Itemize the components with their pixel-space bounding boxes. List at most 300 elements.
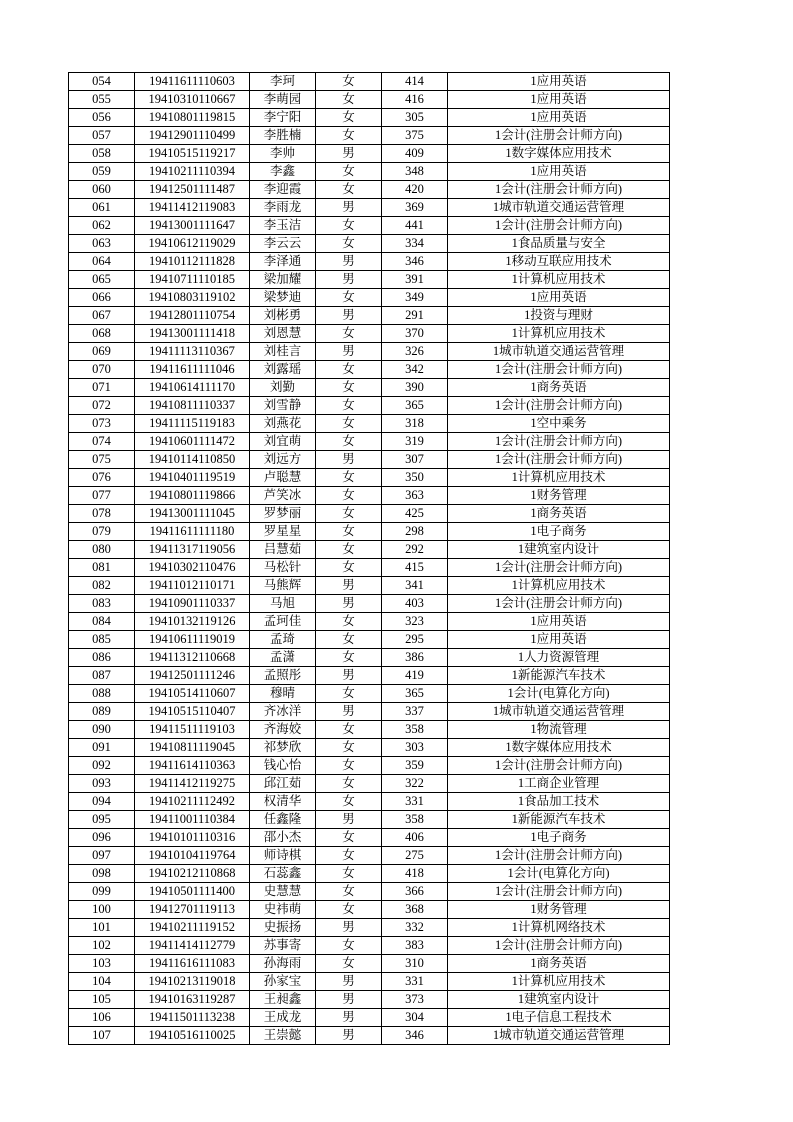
row-number-cell: 063 [69, 235, 135, 253]
gender-cell: 女 [316, 955, 382, 973]
score-cell: 383 [382, 937, 448, 955]
score-cell: 337 [382, 703, 448, 721]
student-name-cell: 马旭 [250, 595, 316, 613]
roster-body [69, 73, 670, 1045]
gender-cell: 女 [316, 91, 382, 109]
exam-id-cell: 19412501111246 [135, 667, 250, 685]
row-number-cell: 055 [69, 91, 135, 109]
score-cell: 365 [382, 397, 448, 415]
score-cell: 441 [382, 217, 448, 235]
major-cell: 1电子商务 [448, 523, 670, 541]
row-number-cell: 089 [69, 703, 135, 721]
score-cell: 319 [382, 433, 448, 451]
exam-id-cell: 19411312110668 [135, 649, 250, 667]
gender-cell: 男 [316, 991, 382, 1009]
score-cell: 425 [382, 505, 448, 523]
table-row [69, 361, 670, 379]
gender-cell: 男 [316, 667, 382, 685]
row-number-cell: 058 [69, 145, 135, 163]
table-row [69, 415, 670, 433]
major-cell: 1计算机应用技术 [448, 469, 670, 487]
score-cell: 275 [382, 847, 448, 865]
score-cell: 403 [382, 595, 448, 613]
score-cell: 295 [382, 631, 448, 649]
exam-id-cell: 19410514110607 [135, 685, 250, 703]
exam-id-cell: 19411611111046 [135, 361, 250, 379]
student-name-cell: 刘宜萌 [250, 433, 316, 451]
row-number-cell: 060 [69, 181, 135, 199]
major-cell: 1会计(注册会计师方向) [448, 361, 670, 379]
gender-cell: 女 [316, 883, 382, 901]
score-cell: 349 [382, 289, 448, 307]
major-cell: 1新能源汽车技术 [448, 811, 670, 829]
exam-id-cell: 19411614110363 [135, 757, 250, 775]
table-row [69, 145, 670, 163]
major-cell: 1会计(注册会计师方向) [448, 181, 670, 199]
student-name-cell: 孟琦 [250, 631, 316, 649]
row-number-cell: 073 [69, 415, 135, 433]
exam-id-cell: 19410501111400 [135, 883, 250, 901]
score-cell: 370 [382, 325, 448, 343]
student-name-cell: 李宁阳 [250, 109, 316, 127]
student-name-cell: 刘勤 [250, 379, 316, 397]
score-cell: 348 [382, 163, 448, 181]
student-name-cell: 任鑫隆 [250, 811, 316, 829]
table-row [69, 703, 670, 721]
student-name-cell: 李迎霞 [250, 181, 316, 199]
score-cell: 409 [382, 145, 448, 163]
score-cell: 323 [382, 613, 448, 631]
score-cell: 310 [382, 955, 448, 973]
exam-id-cell: 19411611110603 [135, 73, 250, 91]
student-name-cell: 李胜楠 [250, 127, 316, 145]
table-row [69, 451, 670, 469]
row-number-cell: 088 [69, 685, 135, 703]
score-cell: 358 [382, 811, 448, 829]
major-cell: 1数字媒体应用技术 [448, 739, 670, 757]
row-number-cell: 103 [69, 955, 135, 973]
table-row [69, 793, 670, 811]
exam-id-cell: 19411501113238 [135, 1009, 250, 1027]
gender-cell: 男 [316, 451, 382, 469]
table-row [69, 487, 670, 505]
row-number-cell: 068 [69, 325, 135, 343]
exam-id-cell: 19411115119183 [135, 415, 250, 433]
row-number-cell: 097 [69, 847, 135, 865]
row-number-cell: 086 [69, 649, 135, 667]
exam-id-cell: 19410614111170 [135, 379, 250, 397]
exam-id-cell: 19411001110384 [135, 811, 250, 829]
student-name-cell: 刘桂言 [250, 343, 316, 361]
row-number-cell: 062 [69, 217, 135, 235]
table-row [69, 829, 670, 847]
row-number-cell: 056 [69, 109, 135, 127]
table-row [69, 397, 670, 415]
major-cell: 1应用英语 [448, 289, 670, 307]
table-row [69, 973, 670, 991]
student-name-cell: 石蕊鑫 [250, 865, 316, 883]
gender-cell: 女 [316, 361, 382, 379]
exam-id-cell: 19413001111418 [135, 325, 250, 343]
gender-cell: 男 [316, 271, 382, 289]
student-name-cell: 马熊辉 [250, 577, 316, 595]
major-cell: 1会计(电算化方向) [448, 685, 670, 703]
exam-id-cell: 19410601111472 [135, 433, 250, 451]
row-number-cell: 059 [69, 163, 135, 181]
exam-id-cell: 19411113110367 [135, 343, 250, 361]
table-row [69, 181, 670, 199]
row-number-cell: 084 [69, 613, 135, 631]
student-name-cell: 穆晴 [250, 685, 316, 703]
exam-id-cell: 19410163119287 [135, 991, 250, 1009]
exam-id-cell: 19410401119519 [135, 469, 250, 487]
row-number-cell: 091 [69, 739, 135, 757]
major-cell: 1计算机应用技术 [448, 973, 670, 991]
score-cell: 359 [382, 757, 448, 775]
major-cell: 1应用英语 [448, 109, 670, 127]
table-row [69, 127, 670, 145]
student-name-cell: 刘燕花 [250, 415, 316, 433]
major-cell: 1建筑室内设计 [448, 991, 670, 1009]
major-cell: 1建筑室内设计 [448, 541, 670, 559]
major-cell: 1会计(注册会计师方向) [448, 847, 670, 865]
gender-cell: 女 [316, 505, 382, 523]
table-row [69, 577, 670, 595]
row-number-cell: 067 [69, 307, 135, 325]
table-row [69, 163, 670, 181]
score-cell: 291 [382, 307, 448, 325]
major-cell: 1会计(注册会计师方向) [448, 595, 670, 613]
row-number-cell: 090 [69, 721, 135, 739]
table-row [69, 631, 670, 649]
major-cell: 1食品加工技术 [448, 793, 670, 811]
student-name-cell: 王昶鑫 [250, 991, 316, 1009]
student-name-cell: 李萌园 [250, 91, 316, 109]
row-number-cell: 099 [69, 883, 135, 901]
gender-cell: 女 [316, 757, 382, 775]
exam-id-cell: 19410811119045 [135, 739, 250, 757]
gender-cell: 女 [316, 541, 382, 559]
exam-id-cell: 19412801110754 [135, 307, 250, 325]
table-row [69, 811, 670, 829]
gender-cell: 女 [316, 937, 382, 955]
table-row [69, 847, 670, 865]
row-number-cell: 078 [69, 505, 135, 523]
gender-cell: 女 [316, 397, 382, 415]
table-row [69, 883, 670, 901]
score-cell: 341 [382, 577, 448, 595]
score-cell: 292 [382, 541, 448, 559]
student-name-cell: 邱江茹 [250, 775, 316, 793]
row-number-cell: 101 [69, 919, 135, 937]
exam-id-cell: 19410310110667 [135, 91, 250, 109]
exam-id-cell: 19410811110337 [135, 397, 250, 415]
gender-cell: 女 [316, 415, 382, 433]
student-name-cell: 祁梦欣 [250, 739, 316, 757]
major-cell: 1城市轨道交通运营管理 [448, 343, 670, 361]
major-cell: 1应用英语 [448, 163, 670, 181]
score-cell: 419 [382, 667, 448, 685]
exam-id-cell: 19410516110025 [135, 1027, 250, 1045]
table-row [69, 91, 670, 109]
major-cell: 1城市轨道交通运营管理 [448, 1027, 670, 1045]
table-row [69, 325, 670, 343]
score-cell: 369 [382, 199, 448, 217]
exam-id-cell: 19410211110394 [135, 163, 250, 181]
exam-id-cell: 19410515110407 [135, 703, 250, 721]
row-number-cell: 065 [69, 271, 135, 289]
table-row [69, 109, 670, 127]
row-number-cell: 100 [69, 901, 135, 919]
exam-id-cell: 19410212110868 [135, 865, 250, 883]
gender-cell: 女 [316, 127, 382, 145]
gender-cell: 男 [316, 811, 382, 829]
score-cell: 366 [382, 883, 448, 901]
major-cell: 1城市轨道交通运营管理 [448, 199, 670, 217]
exam-id-cell: 19411511119103 [135, 721, 250, 739]
student-name-cell: 卢聪慧 [250, 469, 316, 487]
row-number-cell: 064 [69, 253, 135, 271]
major-cell: 1商务英语 [448, 955, 670, 973]
student-name-cell: 齐海姣 [250, 721, 316, 739]
table-row [69, 199, 670, 217]
student-name-cell: 李鑫 [250, 163, 316, 181]
table-row [69, 991, 670, 1009]
exam-id-cell: 19413001111647 [135, 217, 250, 235]
student-name-cell: 孙海雨 [250, 955, 316, 973]
score-cell: 391 [382, 271, 448, 289]
student-name-cell: 孙家宝 [250, 973, 316, 991]
exam-id-cell: 19410211112492 [135, 793, 250, 811]
student-name-cell: 李玉洁 [250, 217, 316, 235]
exam-id-cell: 19413001111045 [135, 505, 250, 523]
row-number-cell: 081 [69, 559, 135, 577]
student-name-cell: 罗星星 [250, 523, 316, 541]
exam-id-cell: 19410801119866 [135, 487, 250, 505]
gender-cell: 男 [316, 703, 382, 721]
table-row [69, 721, 670, 739]
student-name-cell: 史振扬 [250, 919, 316, 937]
major-cell: 1电子商务 [448, 829, 670, 847]
major-cell: 1投资与理财 [448, 307, 670, 325]
row-number-cell: 093 [69, 775, 135, 793]
major-cell: 1财务管理 [448, 901, 670, 919]
student-name-cell: 史慧慧 [250, 883, 316, 901]
table-row [69, 739, 670, 757]
major-cell: 1新能源汽车技术 [448, 667, 670, 685]
score-cell: 305 [382, 109, 448, 127]
student-name-cell: 孟潇 [250, 649, 316, 667]
score-cell: 326 [382, 343, 448, 361]
exam-id-cell: 19410112111828 [135, 253, 250, 271]
student-name-cell: 李雨龙 [250, 199, 316, 217]
row-number-cell: 094 [69, 793, 135, 811]
score-cell: 386 [382, 649, 448, 667]
major-cell: 1会计(注册会计师方向) [448, 433, 670, 451]
row-number-cell: 098 [69, 865, 135, 883]
row-number-cell: 085 [69, 631, 135, 649]
major-cell: 1食品质量与安全 [448, 235, 670, 253]
student-name-cell: 史祎萌 [250, 901, 316, 919]
row-number-cell: 082 [69, 577, 135, 595]
exam-id-cell: 19410114110850 [135, 451, 250, 469]
student-name-cell: 邵小杰 [250, 829, 316, 847]
exam-id-cell: 19410101110316 [135, 829, 250, 847]
score-cell: 350 [382, 469, 448, 487]
row-number-cell: 054 [69, 73, 135, 91]
exam-id-cell: 19411317119056 [135, 541, 250, 559]
student-name-cell: 李帅 [250, 145, 316, 163]
student-name-cell: 权清华 [250, 793, 316, 811]
student-name-cell: 罗梦丽 [250, 505, 316, 523]
table-row [69, 775, 670, 793]
exam-id-cell: 19411412119083 [135, 199, 250, 217]
score-cell: 342 [382, 361, 448, 379]
gender-cell: 女 [316, 523, 382, 541]
row-number-cell: 066 [69, 289, 135, 307]
gender-cell: 女 [316, 109, 382, 127]
row-number-cell: 069 [69, 343, 135, 361]
major-cell: 1计算机应用技术 [448, 271, 670, 289]
table-row [69, 685, 670, 703]
row-number-cell: 070 [69, 361, 135, 379]
score-cell: 416 [382, 91, 448, 109]
gender-cell: 男 [316, 199, 382, 217]
gender-cell: 男 [316, 1027, 382, 1045]
gender-cell: 男 [316, 919, 382, 937]
row-number-cell: 077 [69, 487, 135, 505]
exam-id-cell: 19410104119764 [135, 847, 250, 865]
student-name-cell: 孟照彤 [250, 667, 316, 685]
gender-cell: 男 [316, 307, 382, 325]
major-cell: 1会计(注册会计师方向) [448, 559, 670, 577]
exam-id-cell: 19412501111487 [135, 181, 250, 199]
table-row [69, 667, 670, 685]
exam-id-cell: 19410612119029 [135, 235, 250, 253]
table-row [69, 757, 670, 775]
score-cell: 346 [382, 1027, 448, 1045]
gender-cell: 女 [316, 739, 382, 757]
gender-cell: 男 [316, 595, 382, 613]
row-number-cell: 105 [69, 991, 135, 1009]
student-name-cell: 苏事寄 [250, 937, 316, 955]
row-number-cell: 074 [69, 433, 135, 451]
gender-cell: 女 [316, 325, 382, 343]
score-cell: 373 [382, 991, 448, 1009]
exam-id-cell: 19410803119102 [135, 289, 250, 307]
student-name-cell: 梁加耀 [250, 271, 316, 289]
table-row [69, 613, 670, 631]
row-number-cell: 079 [69, 523, 135, 541]
student-name-cell: 李泽通 [250, 253, 316, 271]
table-row [69, 73, 670, 91]
student-name-cell: 梁梦迪 [250, 289, 316, 307]
score-cell: 322 [382, 775, 448, 793]
major-cell: 1商务英语 [448, 379, 670, 397]
score-cell: 390 [382, 379, 448, 397]
major-cell: 1数字媒体应用技术 [448, 145, 670, 163]
row-number-cell: 076 [69, 469, 135, 487]
gender-cell: 女 [316, 379, 382, 397]
table-row [69, 559, 670, 577]
score-cell: 363 [382, 487, 448, 505]
student-name-cell: 师诗棋 [250, 847, 316, 865]
major-cell: 1应用英语 [448, 73, 670, 91]
score-cell: 368 [382, 901, 448, 919]
score-cell: 334 [382, 235, 448, 253]
exam-id-cell: 19410801119815 [135, 109, 250, 127]
major-cell: 1会计(注册会计师方向) [448, 217, 670, 235]
table-row [69, 469, 670, 487]
major-cell: 1工商企业管理 [448, 775, 670, 793]
gender-cell: 女 [316, 559, 382, 577]
table-row [69, 1009, 670, 1027]
exam-id-cell: 19410611119019 [135, 631, 250, 649]
table-row [69, 433, 670, 451]
student-name-cell: 王崇懿 [250, 1027, 316, 1045]
gender-cell: 女 [316, 901, 382, 919]
gender-cell: 女 [316, 289, 382, 307]
student-name-cell: 钱心怡 [250, 757, 316, 775]
score-cell: 420 [382, 181, 448, 199]
row-number-cell: 087 [69, 667, 135, 685]
gender-cell: 女 [316, 433, 382, 451]
exam-id-cell: 19410211119152 [135, 919, 250, 937]
exam-id-cell: 19411414112779 [135, 937, 250, 955]
gender-cell: 女 [316, 649, 382, 667]
student-name-cell: 孟珂佳 [250, 613, 316, 631]
score-cell: 304 [382, 1009, 448, 1027]
table-row [69, 541, 670, 559]
gender-cell: 女 [316, 163, 382, 181]
table-row [69, 955, 670, 973]
exam-id-cell: 19410213119018 [135, 973, 250, 991]
row-number-cell: 057 [69, 127, 135, 145]
gender-cell: 女 [316, 829, 382, 847]
exam-id-cell: 19412901110499 [135, 127, 250, 145]
table-row [69, 271, 670, 289]
row-number-cell: 096 [69, 829, 135, 847]
major-cell: 1会计(注册会计师方向) [448, 397, 670, 415]
gender-cell: 女 [316, 217, 382, 235]
exam-id-cell: 19411012110171 [135, 577, 250, 595]
score-cell: 298 [382, 523, 448, 541]
major-cell: 1计算机应用技术 [448, 325, 670, 343]
score-cell: 307 [382, 451, 448, 469]
exam-id-cell: 19411616111083 [135, 955, 250, 973]
student-name-cell: 刘彬勇 [250, 307, 316, 325]
gender-cell: 男 [316, 1009, 382, 1027]
gender-cell: 女 [316, 775, 382, 793]
table-row [69, 919, 670, 937]
gender-cell: 女 [316, 73, 382, 91]
table-row [69, 595, 670, 613]
row-number-cell: 080 [69, 541, 135, 559]
table-row [69, 253, 670, 271]
gender-cell: 女 [316, 469, 382, 487]
score-cell: 415 [382, 559, 448, 577]
major-cell: 1城市轨道交通运营管理 [448, 703, 670, 721]
table-row [69, 307, 670, 325]
exam-id-cell: 19410711110185 [135, 271, 250, 289]
score-cell: 318 [382, 415, 448, 433]
row-number-cell: 092 [69, 757, 135, 775]
gender-cell: 女 [316, 613, 382, 631]
student-name-cell: 李珂 [250, 73, 316, 91]
gender-cell: 女 [316, 793, 382, 811]
score-cell: 414 [382, 73, 448, 91]
major-cell: 1会计(电算化方向) [448, 865, 670, 883]
